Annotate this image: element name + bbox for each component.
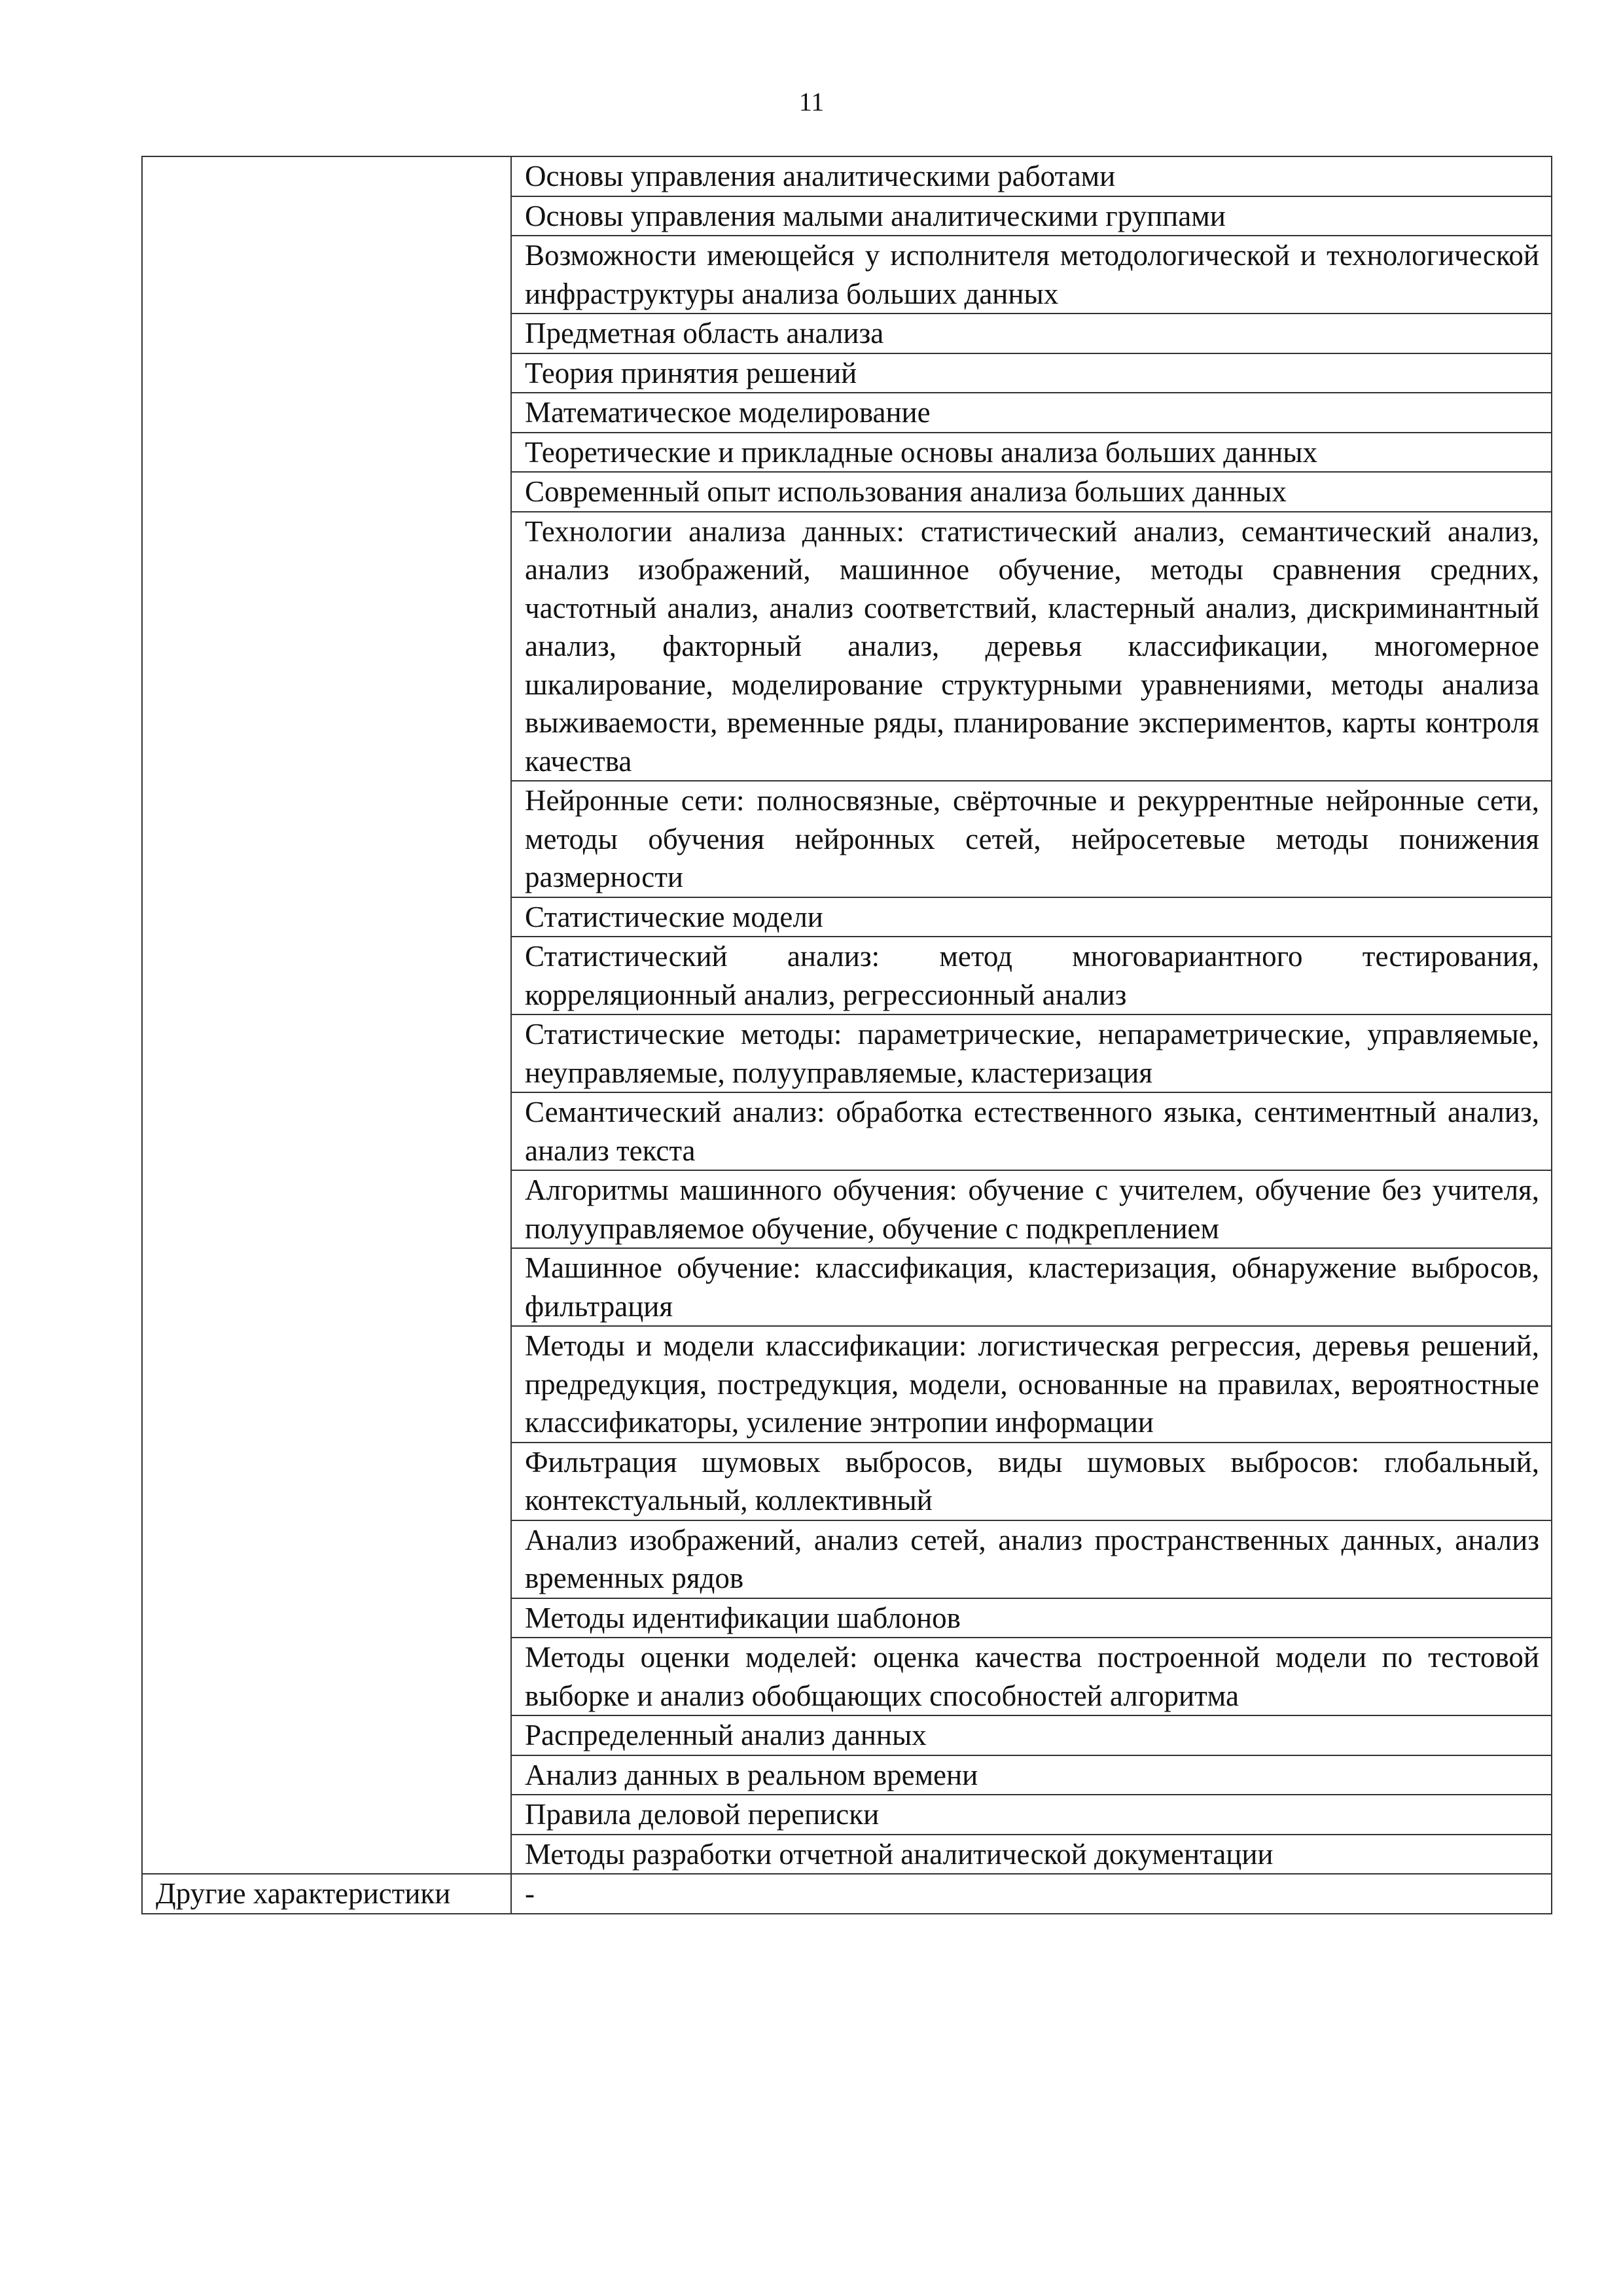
table-cell: Основы управления аналитическими работами bbox=[511, 156, 1552, 196]
footer-row bbox=[142, 1874, 1552, 1914]
table-cell: Статистический анализ: метод многовариантного тестирования, корреляционный анализ, регрессионный анализ bbox=[511, 937, 1552, 1014]
table-cell: Математическое моделирование bbox=[511, 393, 1552, 433]
table-cell: Теоретические и прикладные основы анализа больших данных bbox=[511, 433, 1552, 473]
table-row bbox=[142, 156, 1552, 196]
table-cell: Основы управления малыми аналитическими группами bbox=[511, 196, 1552, 236]
table-cell: Статистические методы: параметрические, непараметрические, управляемые, неуправляемые, полууправляемые, кластеризация bbox=[511, 1014, 1552, 1092]
table-cell: Современный опыт использования анализа больших данных bbox=[511, 472, 1552, 512]
table-cell: Анализ данных в реальном времени bbox=[511, 1755, 1552, 1795]
table-cell: Алгоритмы машинного обучения: обучение с учителем, обучение без учителя, полууправляемое обучение, обучение с подкреплением bbox=[511, 1170, 1552, 1248]
table-cell: Методы и модели классификации: логистическая регрессия, деревья решений, предредукция, постредукция, модели, основанные на правилах, вероятностные классификаторы, усиление энтропии информации bbox=[511, 1326, 1552, 1443]
table-cell: Методы идентификации шаблонов bbox=[511, 1598, 1552, 1638]
table-cell: Распределенный анализ данных bbox=[511, 1715, 1552, 1755]
left-cell-empty bbox=[142, 156, 511, 1874]
table-cell: Возможности имеющейся у исполнителя методологической и технологической инфраструктуры анализа больших данных bbox=[511, 236, 1552, 314]
other-characteristics-value: - bbox=[511, 1874, 1552, 1914]
table-cell: Машинное обучение: классификация, кластеризация, обнаружение выбросов, фильтрация bbox=[511, 1248, 1552, 1326]
table-cell: Анализ изображений, анализ сетей, анализ пространственных данных, анализ временных рядов bbox=[511, 1520, 1552, 1598]
requirements-table bbox=[141, 156, 1552, 1914]
table-cell: Семантический анализ: обработка естественного языка, сентиментный анализ, анализ текста bbox=[511, 1092, 1552, 1170]
table-cell: Статистические модели bbox=[511, 897, 1552, 937]
table-cell: Методы разработки отчетной аналитической документации bbox=[511, 1835, 1552, 1874]
other-characteristics-label: Другие характеристики bbox=[142, 1874, 511, 1914]
page-number: 11 bbox=[798, 87, 825, 117]
table-cell: Теория принятия решений bbox=[511, 353, 1552, 393]
table-cell: Фильтрация шумовых выбросов, виды шумовых выбросов: глобальный, контекстуальный, коллективный bbox=[511, 1443, 1552, 1520]
table-cell: Нейронные сети: полносвязные, свёрточные и рекуррентные нейронные сети, методы обучения нейронных сетей, нейросетевые методы понижения размерности bbox=[511, 781, 1552, 897]
table-cell: Методы оценки моделей: оценка качества построенной модели по тестовой выборке и анализ обобщающих способностей алгоритма bbox=[511, 1638, 1552, 1715]
table-cell: Предметная область анализа bbox=[511, 314, 1552, 353]
table-cell: Правила деловой переписки bbox=[511, 1795, 1552, 1835]
table-cell: Технологии анализа данных: статистический анализ, семантический анализ, анализ изображений, машинное обучение, методы сравнения средних, частотный анализ, анализ соответствий, кластерный анализ, дискриминантный анализ, факторный анализ, деревья классификации, многомерное шкалирование, моделирование структурными уравнениями, методы анализа выживаемости, временные ряды, планирование экспериментов, карты контроля качества bbox=[511, 512, 1552, 781]
